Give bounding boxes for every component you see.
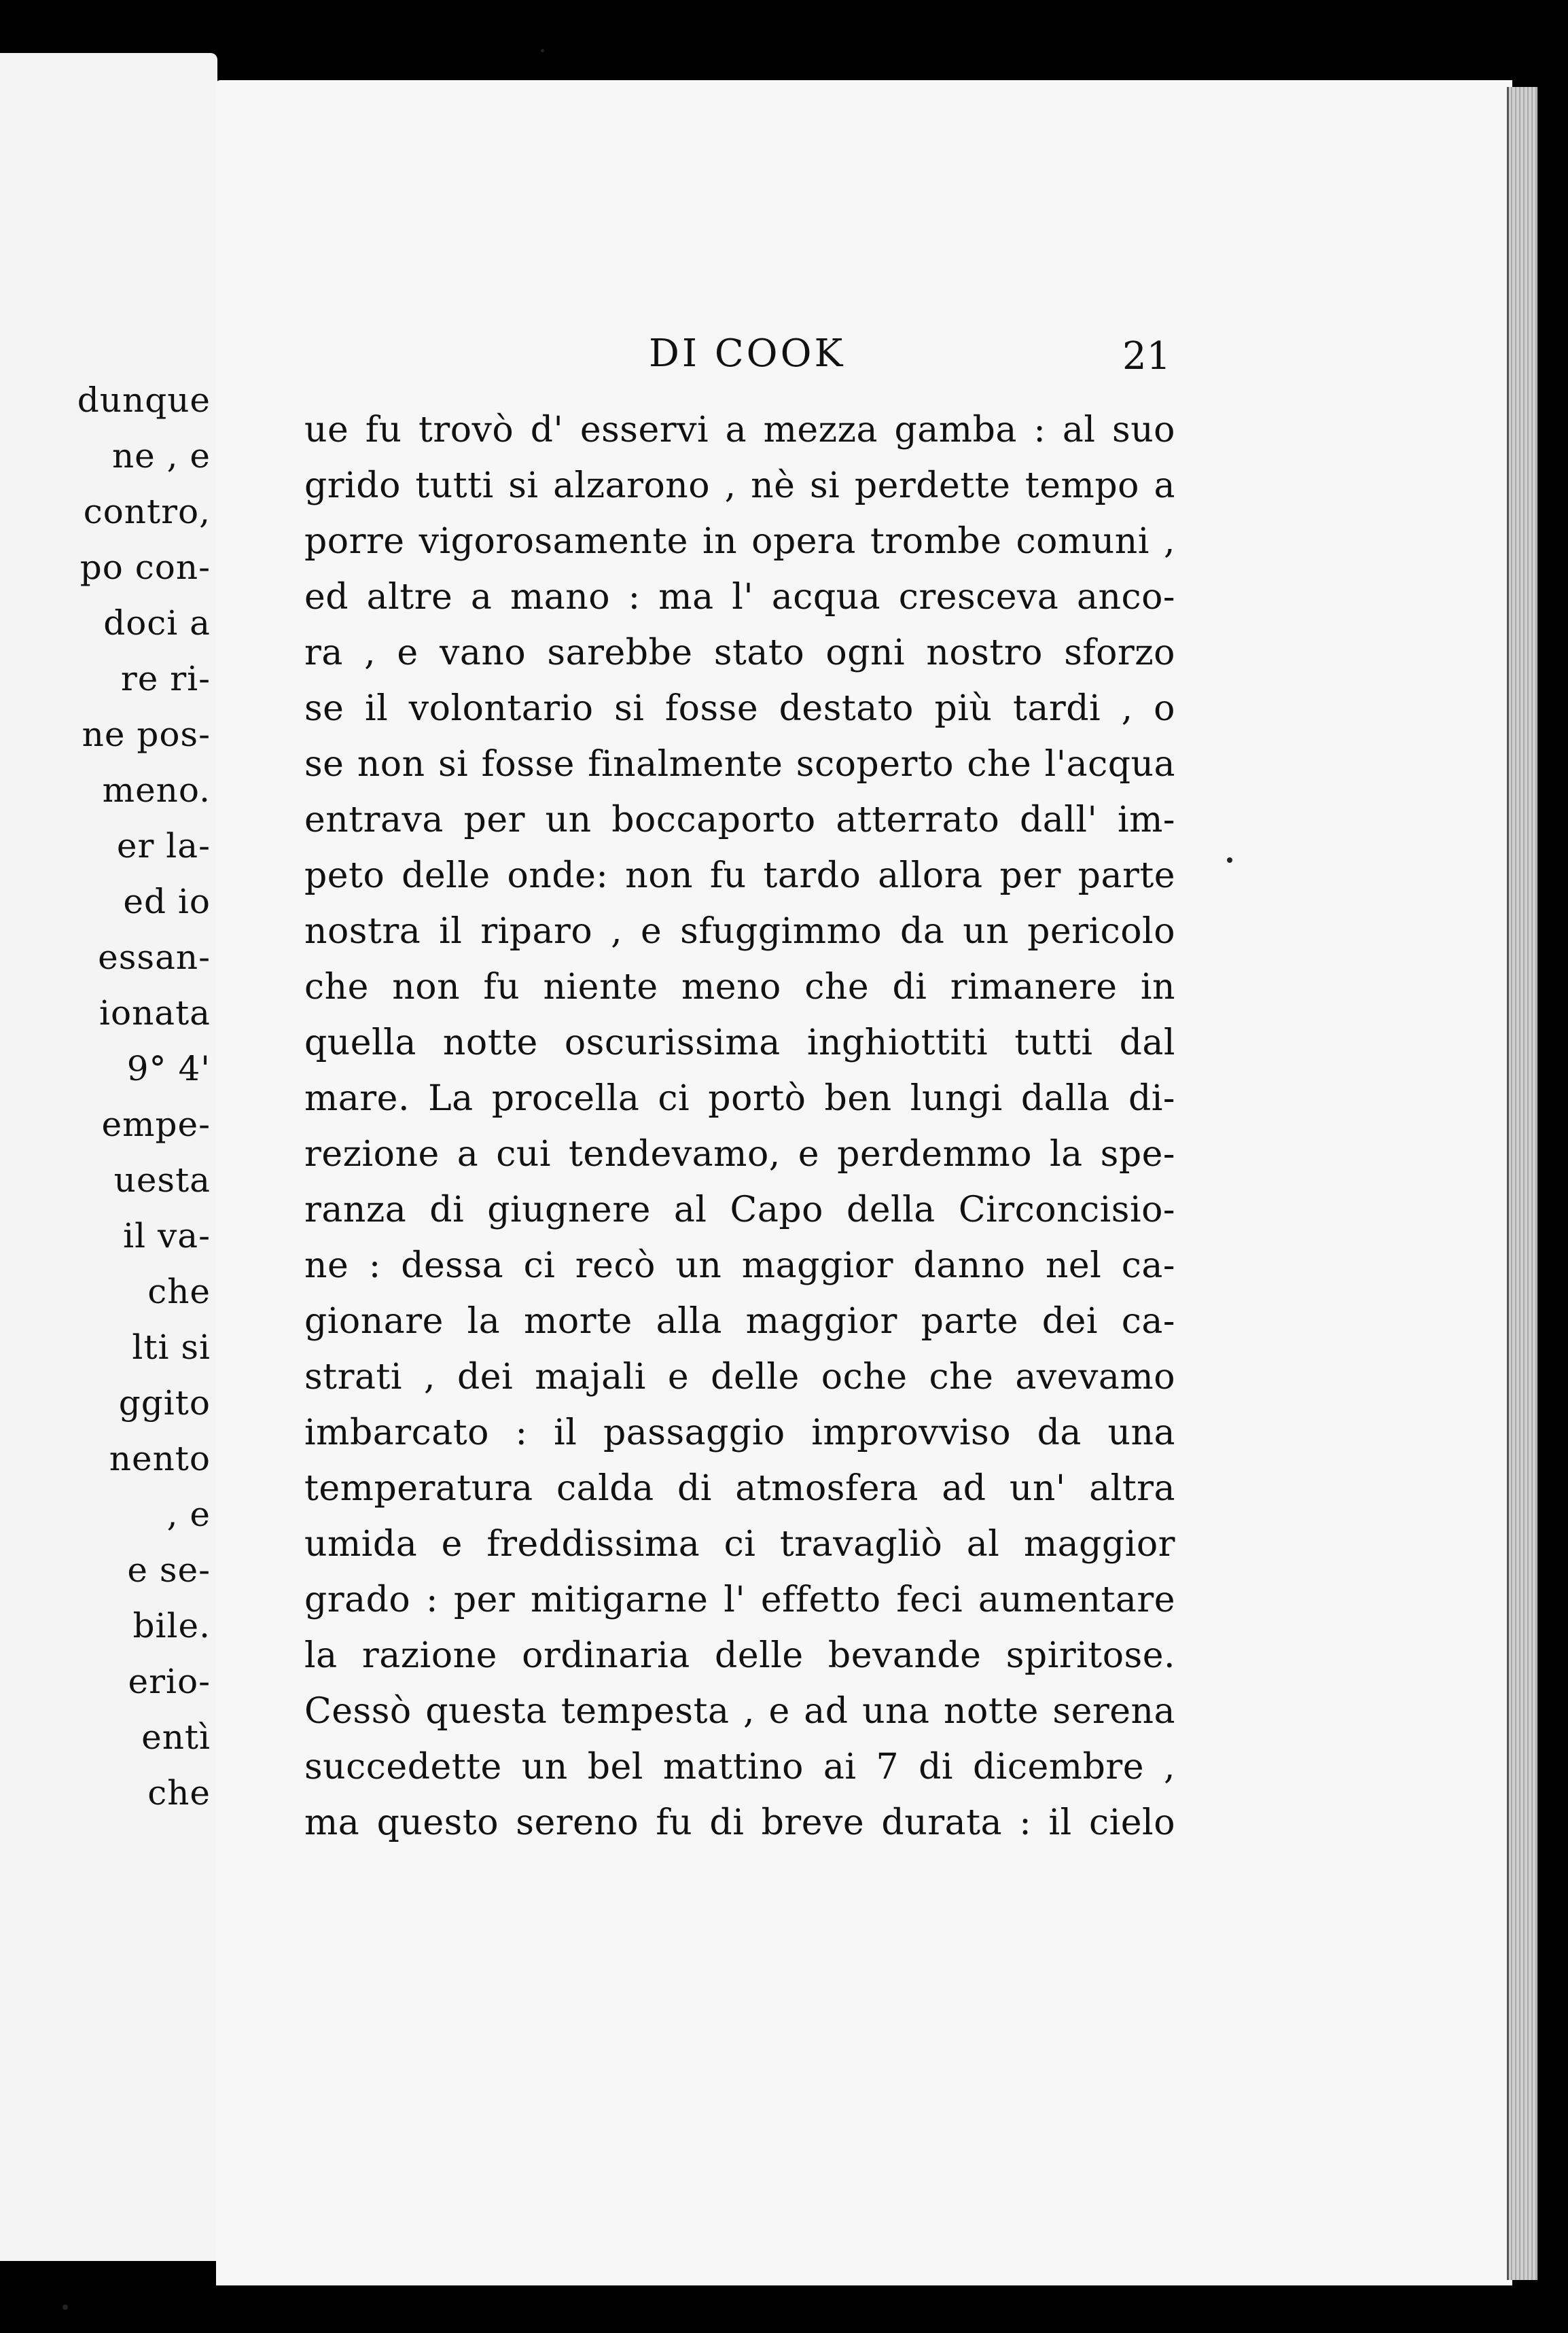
text-line: quella notte oscurissima inghiottiti tutti dal <box>304 1022 1175 1063</box>
facing-page-line: 9° 4' <box>126 1049 211 1088</box>
text-line: se il volontario si fosse destato più tardi , o <box>304 688 1175 729</box>
facing-page-line: empe- <box>101 1105 211 1144</box>
text-line: porre vigorosamente in opera trombe comuni , <box>304 521 1175 562</box>
page-number: 21 <box>1122 334 1171 378</box>
running-header: DI COOK <box>649 332 846 376</box>
facing-page-line: lti si <box>132 1328 211 1367</box>
facing-page-line: re ri- <box>120 659 211 698</box>
facing-page-line: ne pos- <box>82 715 211 754</box>
text-line: ma questo sereno fu di breve durata : il cielo <box>304 1802 1175 1843</box>
text-line: la razione ordinaria delle bevande spiritose. <box>304 1635 1175 1676</box>
facing-page-line: contro, <box>83 492 211 531</box>
text-line: imbarcato : il passaggio improvviso da una <box>304 1412 1175 1453</box>
text-line: grido tutti si alzarono , nè si perdette tempo a <box>304 465 1175 506</box>
facing-page-line: er la- <box>116 826 211 866</box>
facing-page-line: nento <box>109 1439 211 1478</box>
facing-page-line: , e <box>166 1495 211 1534</box>
facing-page-line: meno. <box>102 770 211 810</box>
facing-page-line: essan- <box>98 938 211 977</box>
text-line: temperatura calda di atmosfera ad un' altra <box>304 1468 1175 1509</box>
facing-page-line: ed io <box>123 882 211 921</box>
facing-page-line: il va- <box>123 1216 211 1255</box>
facing-page-line: doci a <box>103 603 211 643</box>
text-line: nostra il riparo , e sfuggimmo da un pericolo <box>304 911 1175 952</box>
text-line: peto delle onde: non fu tardo allora per parte <box>304 855 1175 896</box>
text-line: strati , dei majali e delle oche che avevamo <box>304 1357 1175 1397</box>
facing-page-line: dunque <box>77 380 211 420</box>
body-text <box>304 402 1175 1851</box>
text-line: Cessò questa tempesta , e ad una notte serena <box>304 1691 1175 1732</box>
facing-page-line: entì <box>141 1717 211 1757</box>
facing-page-line: uesta <box>113 1160 211 1200</box>
ink-speck <box>63 2304 68 2310</box>
text-line: ne : dessa ci recò un maggior danno nel ca- <box>304 1245 1175 1286</box>
text-line: ranza di giugnere al Capo della Circoncisio- <box>304 1190 1175 1230</box>
text-line: gionare la morte alla maggior parte dei ca- <box>304 1301 1175 1342</box>
text-line: succedette un bel mattino ai 7 di dicembre , <box>304 1747 1175 1787</box>
facing-page-line: ionata <box>99 993 211 1033</box>
text-line: entrava per un boccaporto atterrato dall' im- <box>304 800 1175 840</box>
facing-page-line: po con- <box>79 548 211 587</box>
ink-speck <box>1227 857 1232 863</box>
text-line: se non si fosse finalmente scoperto che l'acqua <box>304 744 1175 785</box>
facing-page-line: ggito <box>118 1383 211 1423</box>
facing-page-line: che <box>147 1773 211 1813</box>
facing-page-line: ne , e <box>111 436 211 476</box>
facing-page <box>0 53 217 2261</box>
text-line: ra , e vano sarebbe stato ogni nostro sforzo <box>304 633 1175 673</box>
ink-speck <box>541 49 544 52</box>
facing-page-line: bile. <box>132 1606 211 1645</box>
facing-page-line: erio- <box>128 1662 211 1701</box>
page-edge <box>1507 87 1537 2280</box>
facing-page-line: che <box>147 1272 211 1311</box>
text-line: che non fu niente meno che di rimanere in <box>304 967 1175 1008</box>
text-line: ed altre a mano : ma l' acqua cresceva anco- <box>304 577 1175 618</box>
facing-page-line: e se- <box>127 1550 211 1590</box>
text-line: mare. La procella ci portò ben lungi dalla di- <box>304 1078 1175 1119</box>
text-line: ue fu trovò d' esservi a mezza gamba : al suo <box>304 410 1175 450</box>
text-line: rezione a cui tendevamo, e perdemmo la spe- <box>304 1134 1175 1175</box>
text-line: umida e freddissima ci travagliò al maggior <box>304 1524 1175 1565</box>
text-line: grado : per mitigarne l' effetto feci aumentare <box>304 1580 1175 1620</box>
